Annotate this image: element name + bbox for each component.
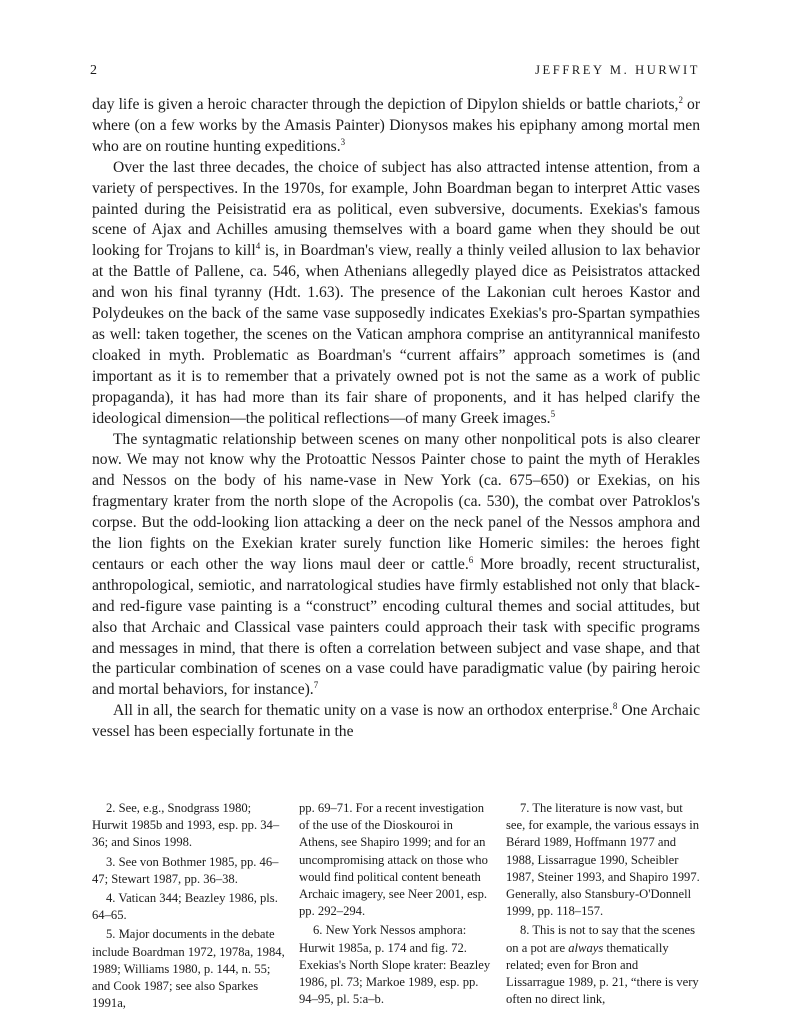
paragraph-3-text-a: The syntagmatic relationship between scenes on many other nonpolitical pots is also clearer now. We may not know why the Protoattic Nessos Painter chose to paint the myth of Herakles and Nessos on the body of his name-vase in New York (ca. 675–650) or Exekias, on his fragmentary krater from the north slope of the Acropolis (ca. 530), the combat over Patroklos's corpse. But the odd-looking lion attacking a deer on the neck panel of the Nessos amphora and the lion fights on the Exekian krater surely function like Homeric similes: the heroes fight centaurs or each other the way lions maul deer or cattle. <box>92 430 700 573</box>
footnote-7: 7. The literature is now vast, but see, for example, the various essays in Bérard 1989, Hoffmann 1977 and 1988, Lissarrague 1990, Scheibler 1987, Steiner 1993, and Shapiro 1997. Generally, also Stansbury-O'Donnell 1999, pp. 118–157. <box>506 801 700 919</box>
footnote-8-text-a: 8. This is not to say that the scenes on a pot are <box>506 923 696 955</box>
footnote-5-continued: pp. 69–71. For a recent investigation of the use of the Dioskouroi in Athens, see Shapiro 1999; and for an uncompromising attack on those who would find political content beneath Archaic imagery, see Neer 2001, esp. pp. 292–294. <box>299 801 488 919</box>
footnote-5: 5. Major documents in the debate include Boardman 1972, 1978a, 1984, 1989; Williams 1980, p. 144, n. 55; and Cook 1987; see also Sparkes 1991a, <box>92 927 285 1011</box>
running-head: JEFFREY M. HURWIT <box>535 63 700 77</box>
footnote-column-2 <box>299 800 493 1007</box>
footnote-8-text-b: thematically related; even for Bron and Lissarrague 1989, p. 21, “there is very often no direct link, <box>506 940 699 1007</box>
footnotes <box>92 800 700 1011</box>
footnote-ref-6[interactable]: 6 <box>468 554 474 565</box>
footnote-2: 2. See, e.g., Snodgrass 1980; Hurwit 1985b and 1993, esp. pp. 34–36; and Sinos 1998. <box>92 801 280 850</box>
footnote-4: 4. Vatican 344; Beazley 1986, pls. 64–65. <box>92 891 278 923</box>
footnote-6: 6. New York Nessos amphora: Hurwit 1985a, p. 174 and fig. 72. Exekias's North Slope krater: Beazley 1986, pl. 73; Markoe 1989, esp. pp. 94–95, pl. 5:a–b. <box>299 923 491 1007</box>
footnote-ref-8[interactable]: 8 <box>612 701 618 712</box>
footnote-ref-5[interactable]: 5 <box>550 408 556 419</box>
footnote-ref-7[interactable]: 7 <box>313 680 319 691</box>
paragraph-1-text-b: or where (on a few works by the Amasis Painter) Dionysos makes his epiphany among mortal men who are on routine hunting expeditions. <box>92 96 701 155</box>
main-text <box>92 95 700 743</box>
footnote-ref-2[interactable]: 2 <box>678 94 683 105</box>
footnote-ref-4[interactable]: 4 <box>255 241 261 252</box>
paragraph-2-text-a: Over the last three decades, the choice of subject has also attracted intense attention, from a variety of perspectives. In the 1970s, for example, John Boardman began to interpret Attic vases painted during the Peisistratid era as political, even subversive, documents. Exekias's famous scene of Ajax and Achilles amusing themselves with a board game when they should be out looking for Trojans to kill <box>92 158 700 260</box>
paragraph-4-text-a: All in all, the search for thematic unity on a vase is now an orthodox enterprise. <box>113 702 613 720</box>
paragraph-3-text-b: More broadly, recent structuralist, anthropological, semiotic, and narratological studies have firmly established not only that black- and red-figure vase painting is a “construct” encoding cultural themes and social attitudes, but also that Archaic and Classical vase painters could approach their task with specific programs and messages in mind, that there is often a correlation between subject and vase shape, and that the particular combination of scenes on a vase could have paradigmatic value (by pairing heroic and mortal behaviors, for instance). <box>92 555 701 699</box>
paragraph-4-text-b: One Archaic vessel has been especially fortunate in the <box>92 702 700 741</box>
footnote-8-emphasis: always <box>568 940 604 955</box>
footnote-ref-3[interactable]: 3 <box>340 136 346 147</box>
footnote-3: 3. See von Bothmer 1985, pp. 46–47; Stewart 1987, pp. 36–38. <box>92 854 279 886</box>
paragraph-3 <box>92 430 700 702</box>
footnote-8 <box>506 922 700 1008</box>
footnote-column-1 <box>92 800 286 1011</box>
page-number: 2 <box>90 63 97 78</box>
footnote-column-3 <box>506 800 700 1007</box>
paragraph-2-text-b: is, in Boardman's view, really a thinly veiled allusion to lax behavior at the Battle of Pallene, ca. 546, when Athenians allegedly played dice as Peisistratos attacked and won his final tyranny (Hdt. 1.63). The presence of the Lakonian cult heroes Kastor and Polydeukes on the back of the same vase supposedly indicates Exekias's pro-Spartan sympathies as well: taken together, the scenes on the Vatican amphora comprise an antityrannical manifesto cloaked in myth. Problematic as Boardman's “current affairs” approach sometimes is (and important as it is to remember that a privately owned pot is not the same as a work of public propaganda), it has had more than its fair share of proponents, and it has helped clarify the ideological dimension—the political reflections—of many Greek images. <box>92 242 701 427</box>
paragraph-1-text-a: day life is given a heroic character through the depiction of Dipylon shields or battle chariots, <box>92 96 679 113</box>
paragraph-4 <box>92 701 700 743</box>
paragraph-1 <box>92 95 700 158</box>
paragraph-2 <box>92 158 700 430</box>
